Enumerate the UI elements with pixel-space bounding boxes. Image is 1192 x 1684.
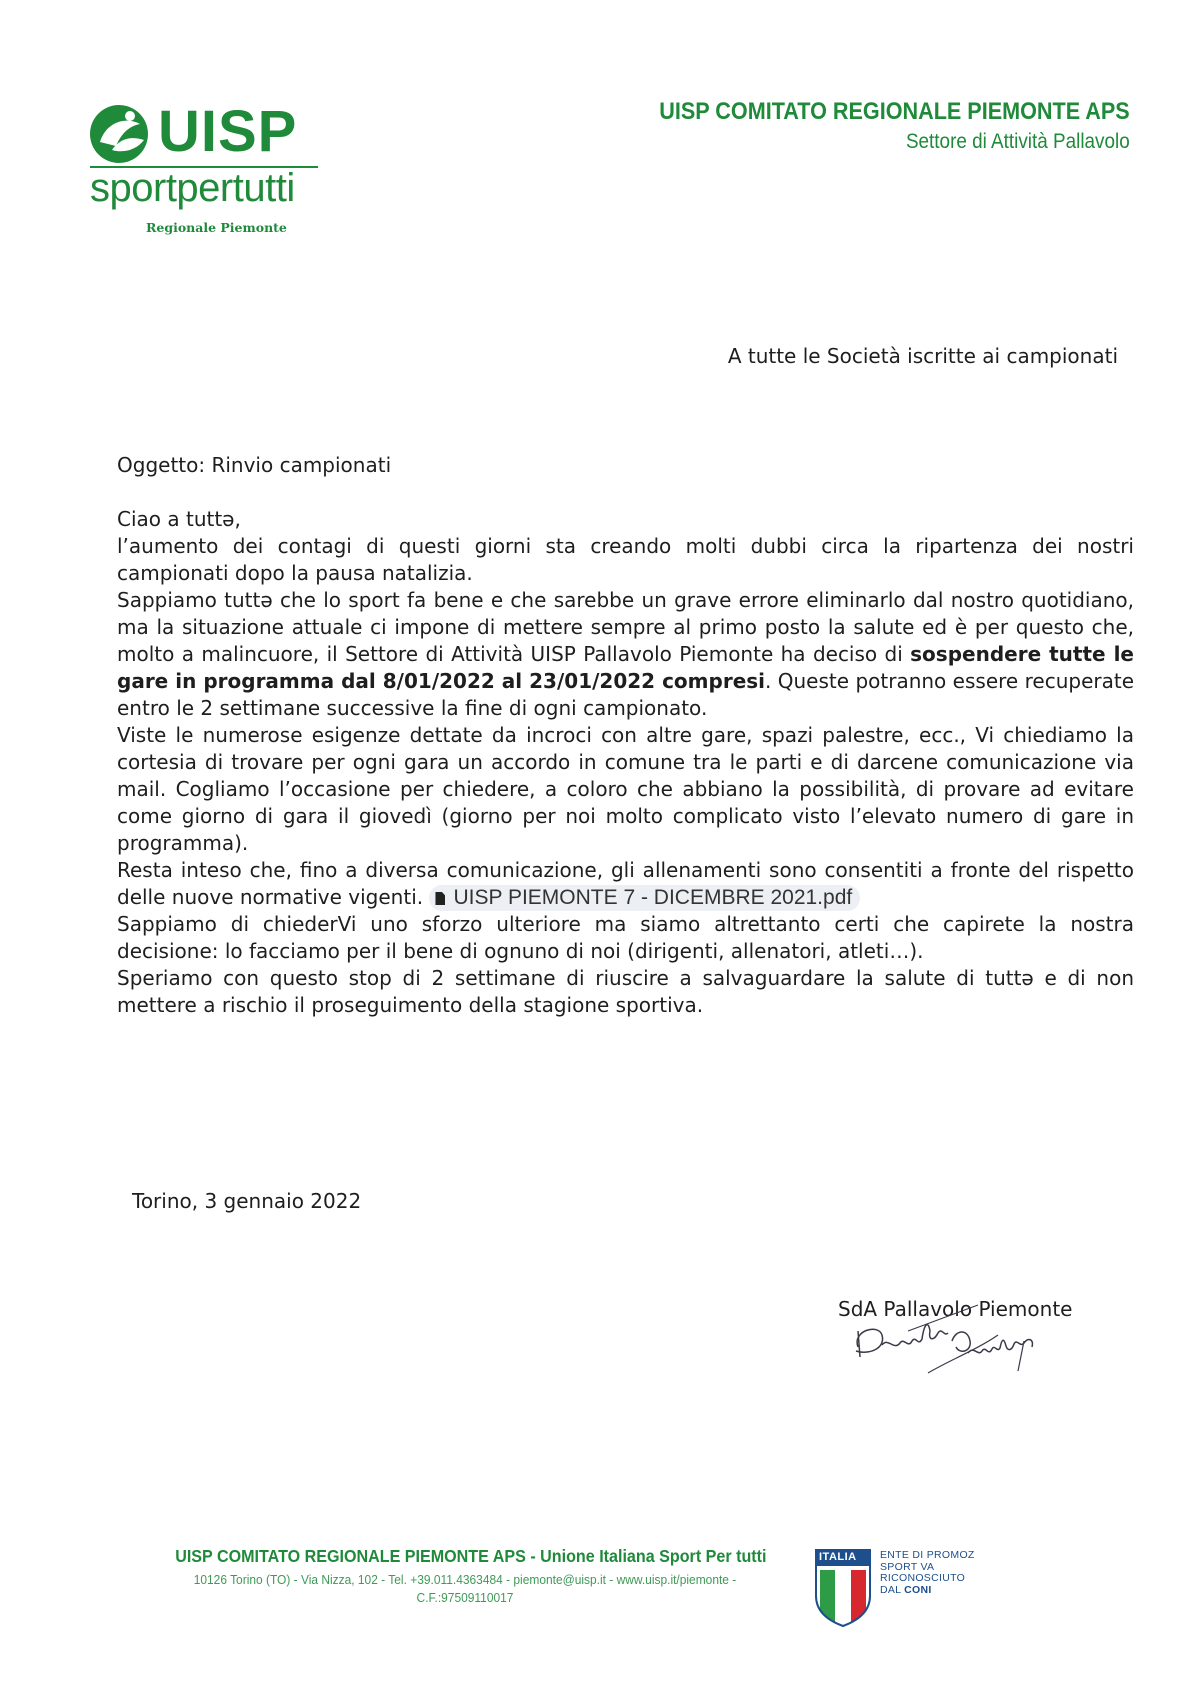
footer	[150, 1546, 780, 1607]
coni-name: CONI	[904, 1583, 932, 1596]
paragraph-contagion: l’aumento dei contagi di questi giorni sta creando molti dubbi circa la ripartenza dei nostri campionati dopo la pausa natalizia.	[117, 534, 1134, 585]
date-line: Torino, 3 gennaio 2022	[132, 1189, 362, 1213]
greeting: Ciao a tuttə,	[117, 507, 241, 531]
organization-name: UISP COMITATO REGIONALE PIEMONTE APS	[659, 98, 1130, 125]
organization-header	[607, 98, 1130, 154]
attachment-chip[interactable]	[429, 885, 860, 911]
coni-badge	[814, 1548, 994, 1628]
recipient-line: A tutte le Società iscritte ai campionati	[727, 344, 1118, 368]
footer-address: 10126 Torino (TO) - Via Nizza, 102 - Tel. +39.011.4363484 - piemonte@uisp.it - www.uisp.it/piemonte - C.F.:97509110017	[193, 1572, 737, 1605]
coni-line-3: RICONOSCIUTO	[880, 1572, 966, 1584]
attachment-filename: UISP PIEMONTE 7 - DICEMBRE 2021.pdf	[453, 886, 853, 909]
signature-block	[838, 1297, 1098, 1387]
suspension-recovery: . Queste potranno essere recuperate entro le 2 settimane successive la fine di ogni campionato.	[117, 669, 1134, 720]
italia-label: ITALIA	[819, 1551, 857, 1563]
brand-name: UISP	[158, 99, 298, 164]
suspension-intro: Sappiamo tuttə che lo sport fa bene e che sarebbe un grave errore eliminarlo dal nostro quotidiano, ma la situazione attuale ci impone di mettere sempre al primo posto la salute ed è per questo che, molto a malincuore, il Settore di Attività UISP Pallavolo Piemonte ha deciso di	[117, 588, 1134, 666]
coni-recognition-text	[880, 1550, 975, 1596]
training-text: Resta inteso che, fino a diversa comunicazione, gli allenamenti sono consentiti a fronte del rispetto delle nuove normative vigenti.	[117, 858, 1134, 909]
handwritten-signature-icon	[848, 1301, 1088, 1381]
paragraph-suspension	[117, 587, 1134, 722]
brand-region: Regionale Piemonte	[146, 220, 287, 235]
coni-line-4	[880, 1585, 975, 1597]
paragraph-closing: Speriamo con questo stop di 2 settimane di riuscire a salvaguardare la salute di tuttə e di non mettere a rischio il proseguimento della stagione sportiva.	[117, 966, 1134, 1017]
uisp-logo	[86, 100, 326, 240]
paragraph-scheduling: Viste le numerose esigenze dettate da incroci con altre gare, spazi palestre, ecc., Vi chiediamo la cortesia di trovare per ogni gara un accordo in comune tra le parti e di darcene comunicazione via mail. Cogliamo l’occasione per chiedere, a coloro che abbiano la possibilità, di provare ad evitare come giorno di gara il giovedì (giorno per noi molto complicato visto l’elevato numero di gare in programma).	[117, 723, 1134, 855]
paragraph-training	[117, 857, 1134, 911]
subject-line: Oggetto: Rinvio campionati	[117, 453, 392, 477]
suspension-highlight: sospendere tutte le gare in programma dal 8/01/2022 al 23/01/2022 compresi	[117, 642, 1134, 693]
coni-line-4-prefix: DAL	[880, 1583, 905, 1596]
uisp-emblem-icon	[86, 102, 156, 166]
paragraph-effort: Sappiamo di chiederVi uno sforzo ulteriore ma siamo altrettanto certi che capirete la nostra decisione: lo facciamo per il bene di ognuno di noi (dirigenti, allenatori, atleti…).	[117, 912, 1134, 963]
brand-tagline: sportpertutti	[90, 166, 295, 210]
letter-body	[117, 506, 1134, 1019]
coni-line-2: SPORT VA	[880, 1560, 935, 1573]
organization-sector: Settore di Attività Pallavolo	[906, 130, 1130, 153]
footer-title: UISP COMITATO REGIONALE PIEMONTE APS - Unione Italiana Sport Per tutti	[175, 1546, 767, 1566]
signature-label: SdA Pallavolo Piemonte	[838, 1297, 1073, 1321]
file-icon	[435, 892, 445, 905]
coni-line-1: ENTE DI PROMOZ	[880, 1549, 975, 1561]
